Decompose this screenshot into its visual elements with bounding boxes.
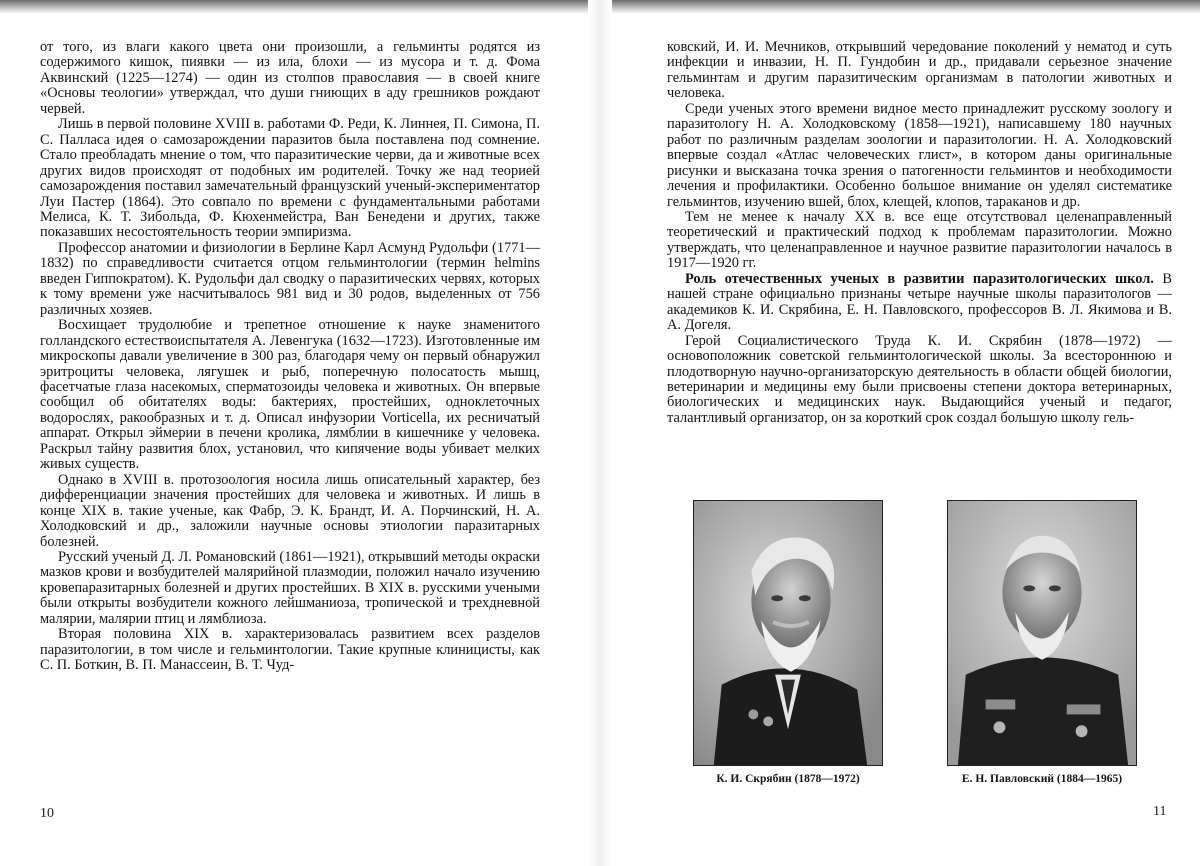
paragraph: Однако в XVIII в. протозоология носила лишь описательный характер, без дифференциации значения простейших для человека и животных. И лишь в конце XIX в. такие ученые, как Фабр, Э. К. Брандт, И. А. Порчинский, Н. А. Холодковский и др., заложили научные основы этиологии паразитарных болезней. (40, 471, 540, 550)
portrait-photo-pavlovsky (947, 500, 1137, 766)
left-page (0, 0, 590, 866)
right-page (610, 0, 1200, 866)
paragraph: Среди ученых этого времени видное место принадлежит русскому зоологу и паразитологу Н. А. Холодковскому (1858—1921), написавшему 180 научных работ по различным разделам зоологии и паразитологии. Н. А. Холодковский впервые создал «Атлас человеческих глист», в котором даны оригинальные рисунки и высказана точка зрения о патогенности гельминтов и необходимости лечения и профилактики. Особенно большое внимание он уделял систематике гельминтов, изучению вшей, блох, клещей, клопов, тараканов и др. (667, 100, 1172, 210)
section-heading: Роль отечественных ученых в развитии паразитологических школ. (685, 270, 1154, 287)
paragraph: от того, из влаги какого цвета они произошли, а гельминты родятся из содержимого кишок, пиявки — из ила, блохи — из мусора и т. д. Фома Аквинский (1225—1274) — один из столпов православия — в своей книге «Основы теологии» утверждал, что души гниющих в аду грешников рождают червей. (40, 39, 540, 117)
paragraph: Профессор анатомии и физиологии в Берлине Карл Асмунд Рудольфи (1771—1832) по справедливости считается отцом гельминтологии (термин helmins введен Гиппократом). К. Рудольфи дал сводку о паразитических червях, которых к тому времени уже насчитывалось 981 вид и 30 родов, выделенных от 756 различных хозяев. (40, 239, 540, 318)
paragraph: ковский, И. И. Мечников, открывший чередование поколений у нематод и суть инфекции и инвазии, Н. П. Гундобин и др., придавали серьезное значение гельминтам и другим паразитическим организмам в патологии животных и человека. (667, 39, 1172, 102)
book-gutter (588, 0, 612, 866)
photo-caption: К. И. Скрябин (1878—1972) (716, 773, 860, 785)
paragraph: Восхищает трудолюбие и трепетное отношение к науке знаменитого голландского естествоиспытателя А. Левенгука (1632—1723). Изготовленные им микроскопы давали увеличение в 300 раз, благодаря чему он первый обнаружил эритроциты человека, лягушек и рыб, поперечную полосатость мышц, фасетчатые глаза насекомых, сперматозоиды человека и животных. Он впервые сообщил об обитателях воды: бактериях, простейших, одноклеточных водорослях, ракообразных и т. д. Описал инфузории Vorticella, их ресничатый аппарат. Открыл эймерии в печени кролика, лямблии в кишечнике у человека. Раскрыл тайну развития блох, установил, что кипячение воды убивает мелких живых существ. (40, 317, 540, 473)
paragraph: Вторая половина XIX в. характеризовалась развитием всех разделов паразитологии, в том числе и гельминтологии. Такие крупные клиницисты, как С. П. Боткин, В. П. Манассеин, В. Т. Чуд- (40, 626, 540, 674)
portrait-photo-skryabin (693, 500, 883, 766)
right-page-text (667, 40, 1172, 426)
section-paragraph (667, 272, 1172, 334)
page-number: 10 (40, 806, 54, 821)
paragraph: Герой Социалистического Труда К. И. Скрябин (1878—1972) — основоположник советской гельминтологической школы. За всестороннюю и плодотворную научно-организаторскую деятельность в области общей биологии, ветеринарии и медицины ему были присвоены степени доктора ветеринарных, биологических и медицинских наук. Выдающийся ученый и педагог, талантливый организатор, он за короткий срок создал большую школу гель- (667, 332, 1172, 426)
paragraph: Лишь в первой половине XVIII в. работами Ф. Реди, К. Линнея, П. Симона, П. С. Палласа идея о самозарождении паразитов была поставлена под сомнение. Стало преобладать мнение о том, что паразитические черви, да и животные всех других видов происходят от подобных им родителей. Точку же над теорией самозарождения поставил замечательный французский ученый-экспериментатор Луи Пастер (1864). Это совпало по времени с фундаментальными работами Мелиса, К. Т. Зибольда, Ф. Кюхенмейстра, Ван Бенедени и других, также показавших несостоятельность теории эмпиризма. (40, 116, 540, 241)
paragraph: Тем не менее к началу XX в. все еще отсутствовал целенаправленный теоретический и практический подход к проблемам паразитологии. Можно утверждать, что целенаправленное и научное развитие паразитологии началось в 1917—1920 гг. (667, 208, 1172, 272)
paragraph: Русский ученый Д. Л. Романовский (1861—1921), открывший методы окраски мазков крови и возбудителей малярийной плазмодии, положил начало изучению кровепаразитарных болезней и других простейших. В XIX в. русскими учеными были открыты возбудители кожного лейшманиоза, тропической и трехдневной малярии, малярии птиц и лямблиоза. (40, 548, 540, 627)
photo-caption: Е. Н. Павловский (1884—1965) (961, 773, 1123, 785)
section-text: В нашей стране официально признаны четыре научные школы паразитологов — академиков К. И. Скрябина, Е. Н. Павловского, профессоров В. Л. Якимова и В. А. Догеля. (667, 270, 1172, 334)
left-page-text (40, 40, 540, 674)
page-number: 11 (1153, 804, 1167, 819)
